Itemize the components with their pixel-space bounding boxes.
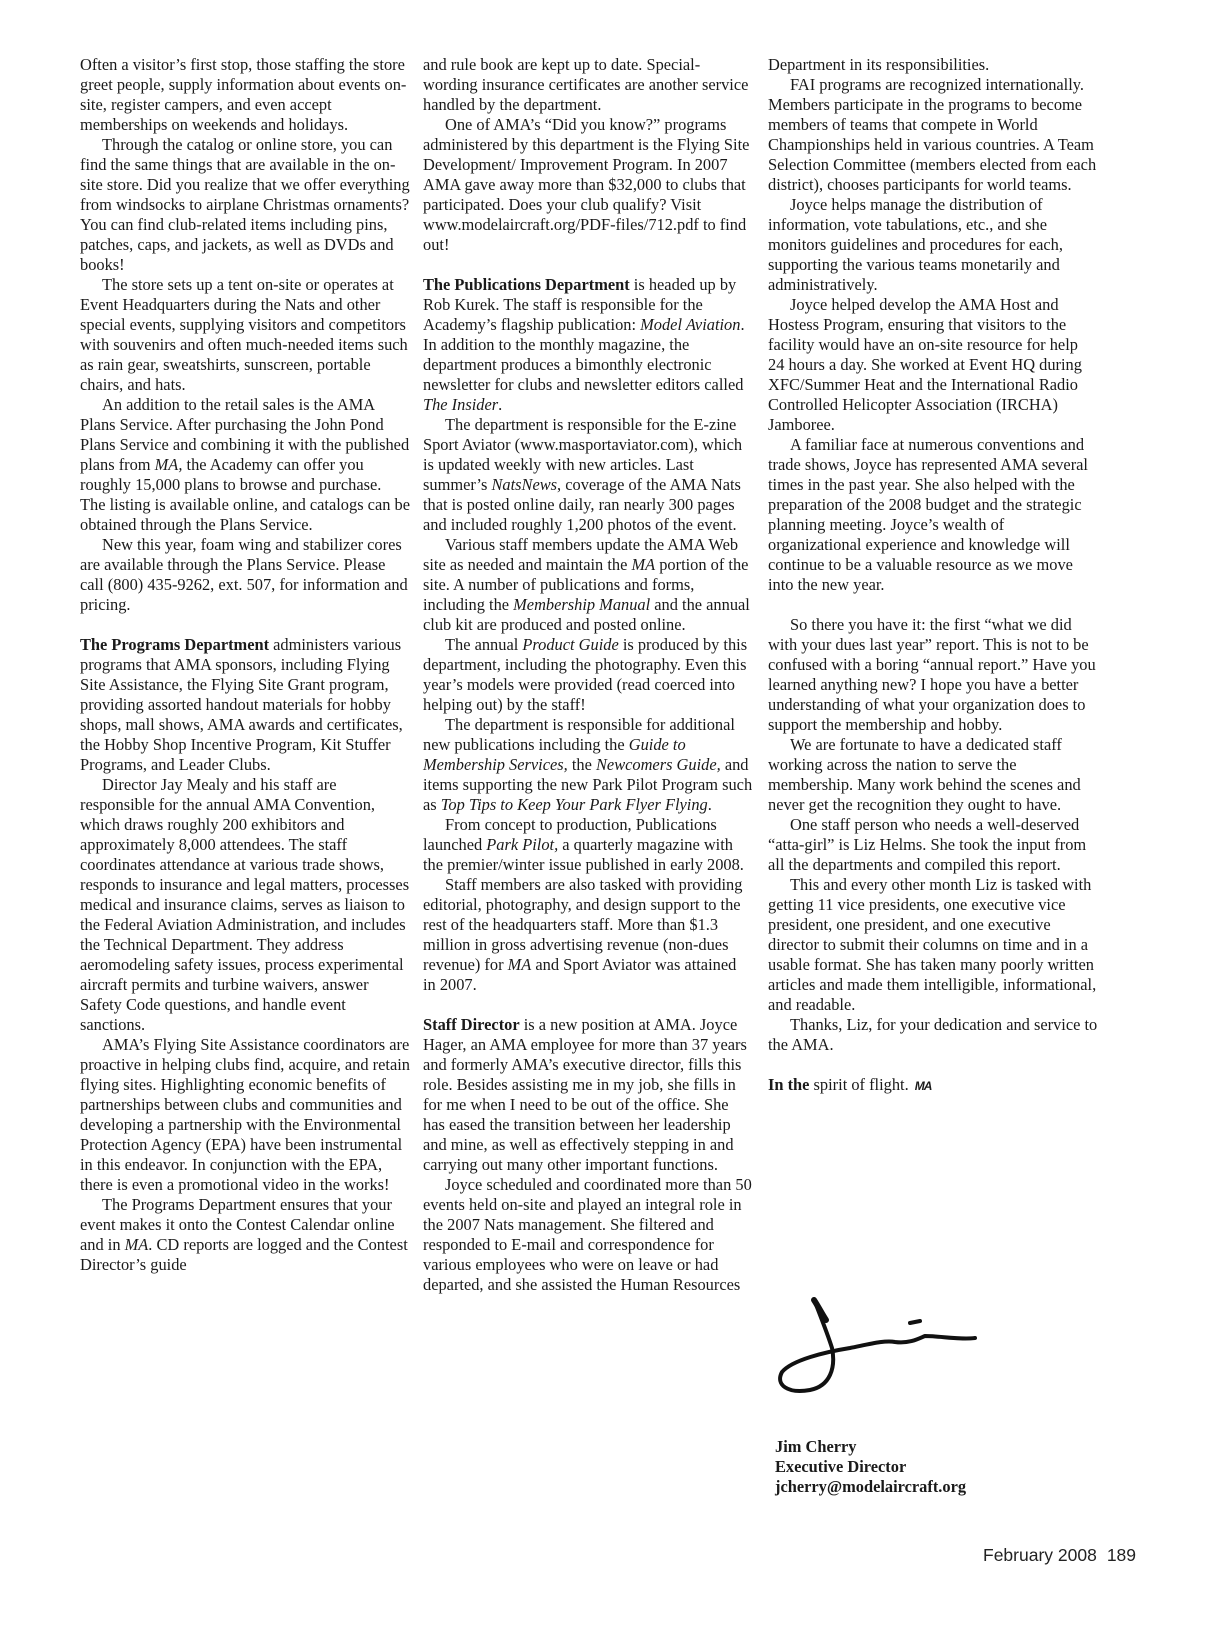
text-run: is produced by this department, including the photography. Even this year’s models were provided (read coerced into helping out) by the staff! <box>423 635 748 714</box>
paragraph <box>768 195 1098 295</box>
article-column-3 <box>768 55 1098 1096</box>
text-run: and items supporting the new Park Pilot Program such as <box>423 755 753 814</box>
italic-text: Product Guide <box>522 635 619 654</box>
paragraph <box>768 295 1098 435</box>
paragraph <box>768 615 1098 735</box>
paragraph <box>768 75 1098 195</box>
paragraph <box>423 115 753 255</box>
italic-text: The Insider <box>423 395 499 414</box>
paragraph <box>80 635 410 775</box>
author-title: Executive Director <box>775 1457 907 1476</box>
italic-text: MA <box>507 955 532 974</box>
text-run: is a new position at AMA. Joyce Hager, an AMA employee for more than 37 years and formerly AMA’s executive director, fills this role. Besides assisting me in my job, she fills in for me when I need to be out of the office. She has eased the transition between her leadership and mine, as well as effectively stepping in and carrying out many other important functions. <box>423 1015 747 1174</box>
text-run: Joyce helped develop the AMA Host and Hostess Program, ensuring that visitors to the facility would have an on-site resource for help 24 hours a day. She worked at Event HQ during XFC/Summer Heat and the International Radio Controlled Helicopter Association (IRCHA) Jamboree. <box>768 295 1082 434</box>
text-run: AMA’s Flying Site Assistance coordinators are proactive in helping clubs find, acquire, and retain flying sites. Highlighting economic benefits of partnerships between clubs and communities and developing a partnership with the Environmental Protection Agency (EPA) have been instrumental in this endeavor. In conjunction with the EPA, there is even a promotional video in the works! <box>80 1035 410 1194</box>
text-run: a quarterly magazine with the premier/winter issue published in early 2008. <box>423 835 744 874</box>
text-run: Joyce scheduled and coordinated more than 50 events held on-site and played an integral role in the 2007 Nats management. She filtered and responded to E-mail and correspondence for various employees who were on leave or had departed, and she assisted the Human Resources <box>423 1175 752 1294</box>
text-run: , coverage of the AMA Nats that is posted online daily, ran nearly 300 pages and included roughly 1,200 photos of the event. <box>423 475 741 534</box>
paragraph <box>80 1035 410 1195</box>
paragraph <box>423 275 753 415</box>
author-name: Jim Cherry <box>775 1437 857 1456</box>
paragraph <box>768 735 1098 815</box>
italic-text: Membership Manual <box>513 595 651 614</box>
paragraph <box>768 1075 1098 1096</box>
author-email: jcherry@modelaircraft.org <box>775 1477 967 1496</box>
text-run: the <box>567 755 596 774</box>
italic-text: NatsNews <box>491 475 558 494</box>
page-number: 189 <box>1106 1545 1137 1565</box>
text-run: Joyce helps manage the distribution of information, vote tabulations, etc., and she monitors guidelines and procedures for each, supporting the various teams monetarily and administratively. <box>768 195 1063 294</box>
text-run: . <box>707 795 712 814</box>
italic-text: Guide to Membership Services, <box>423 735 686 774</box>
bold-heading: The Programs Department <box>80 635 270 654</box>
paragraph <box>423 635 753 715</box>
paragraph <box>80 55 410 135</box>
italic-text: MA <box>124 1235 149 1254</box>
paragraph <box>423 815 753 875</box>
text-run: . <box>498 395 503 414</box>
text-run: Director Jay Mealy and his staff are responsible for the annual AMA Convention, which draws roughly 200 exhibitors and approximately 8,000 attendees. The staff coordinates attendance at various trade shows, responds to insurance and legal matters, processes medical and insurance claims, serves as liaison to the Federal Aviation Administration, and includes the Technical Department. They address aeromodeling safety issues, process experimental aircraft permits and turbine waivers, answer Safety Code questions, and handle event sanctions. <box>80 775 410 1034</box>
text-run: So there you have it: the first “what we did with your dues last year” report. This is not to be confused with a boring “annual report.” Have you learned anything new? I hope you have a better understanding of what your organization does to support the membership and hobby. <box>768 615 1096 734</box>
issue-date: February 2008 <box>983 1545 1097 1565</box>
paragraph <box>423 875 753 995</box>
text-run: From concept to production, Publications launched <box>423 815 717 854</box>
text-run: is headed up by Rob Kurek. The staff is responsible for the Academy’s flagship publication: <box>423 275 737 334</box>
ma-end-mark-logo: MA <box>914 1079 932 1093</box>
paragraph <box>423 1015 753 1175</box>
text-run: New this year, foam wing and stabilizer cores are available through the Plans Service. Please call (800) 435-9262, ext. 507, for information and pricing. <box>80 535 408 614</box>
text-run: Staff members are also tasked with providing editorial, photography, and design support to the rest of the headquarters staff. More than $1.3 million in gross advertising revenue (non-dues revenue) for <box>423 875 743 974</box>
article-column-1 <box>80 55 410 1275</box>
text-run: and the annual club kit are produced and posted online. <box>423 595 750 634</box>
text-run: Various staff members update the AMA Web site as needed and maintain the <box>423 535 739 574</box>
text-run: and Sport Aviator was attained in 2007. <box>423 955 737 994</box>
text-run: The department is responsible for additional new publications including the <box>423 715 735 754</box>
paragraph <box>423 715 753 815</box>
page-footer <box>983 1545 1136 1566</box>
italic-text: Newcomers Guide, <box>595 755 721 774</box>
bold-heading: The Publications Department <box>423 275 630 294</box>
paragraph <box>80 1195 410 1275</box>
paragraph <box>80 275 410 395</box>
text-run: administers various programs that AMA sponsors, including Flying Site Assistance, the Flying Site Grant program, providing assorted handout materials for hobby shops, mall shows, AMA awards and certificates, the Hobby Shop Incentive Program, Kit Stuffer Programs, and Leader Clubs. <box>80 635 403 774</box>
paragraph <box>768 1015 1098 1055</box>
author-byline <box>775 1437 966 1497</box>
text-run: Through the catalog or online store, you can find the same things that are available in the on-site store. Did you realize that we offer everything from windsocks to airplane Christmas ornaments? You can find club-related items including pins, patches, caps, and jackets, as well as DVDs and books! <box>80 135 410 274</box>
text-run: Thanks, Liz, for your dedication and service to the AMA. <box>768 1015 1098 1054</box>
paragraph <box>768 875 1098 1015</box>
signature-image <box>770 1290 1000 1420</box>
article-column-2 <box>423 55 753 1295</box>
paragraph <box>768 815 1098 875</box>
paragraph <box>423 55 753 115</box>
text-run: spirit of flight. <box>809 1075 909 1094</box>
bold-heading: In the <box>768 1075 810 1094</box>
text-run: and rule book are kept up to date. Special-wording insurance certificates are another service handled by the department. <box>423 55 749 114</box>
text-run: One of AMA’s “Did you know?” programs administered by this department is the Flying Site Development/ Improvement Program. In 2007 AMA gave away more than $32,000 to clubs that participated. Does your club qualify? Visit www.modelaircraft.org/PDF-files/712.pdf to find out! <box>423 115 750 254</box>
text-run: The annual <box>445 635 523 654</box>
text-run: Often a visitor’s first stop, those staffing the store greet people, supply information about events on-site, register campers, and even accept memberships on weekends and holidays. <box>80 55 407 134</box>
text-run: We are fortunate to have a dedicated staff working across the nation to serve the membership. Many work behind the scenes and never get the recognition they ought to have. <box>768 735 1081 814</box>
paragraph <box>423 415 753 535</box>
text-run: FAI programs are recognized internationally. Members participate in the programs to become members of teams that compete in World Championships held in various countries. A Team Selection Committee (members elected from each district), chooses participants for world teams. <box>768 75 1097 194</box>
text-run: One staff person who needs a well-deserved “atta-girl” is Liz Helms. She took the input from all the departments and compiled this report. <box>768 815 1087 874</box>
text-run: The Programs Department ensures that your event makes it onto the Contest Calendar online and in <box>80 1195 395 1254</box>
paragraph <box>80 775 410 1035</box>
italic-text: Park Pilot, <box>486 835 559 854</box>
paragraph <box>80 535 410 615</box>
italic-text: MA, <box>154 455 183 474</box>
paragraph <box>768 55 1098 75</box>
text-run: An addition to the retail sales is the AMA Plans Service. After purchasing the John Pond Plans Service and combining it with the published plans from <box>80 395 410 474</box>
text-run: . CD reports are logged and the Contest Director’s guide <box>80 1235 408 1274</box>
text-run: the Academy can offer you roughly 15,000 plans to browse and purchase. The listing is available online, and catalogs can be obtained through the Plans Service. <box>80 455 410 534</box>
italic-text: Top Tips to Keep Your Park Flyer Flying <box>440 795 708 814</box>
italic-text: MA <box>631 555 656 574</box>
bold-heading: Staff Director <box>423 1015 520 1034</box>
paragraph <box>80 135 410 275</box>
text-run: The department is responsible for the E-zine Sport Aviator (www.masportaviator.com), which is updated weekly with new articles. Last summer’s <box>423 415 743 494</box>
paragraph <box>768 435 1098 595</box>
text-run: A familiar face at numerous conventions and trade shows, Joyce has represented AMA several times in the past year. She also helped with the preparation of the 2008 budget and the strategic planning meeting. Joyce’s wealth of organizational experience and knowledge will continue to be a valuable resource as we move into the new year. <box>768 435 1088 594</box>
paragraph <box>80 395 410 535</box>
text-run: Department in its responsibilities. <box>768 55 990 74</box>
paragraph <box>423 1175 753 1295</box>
text-run: The store sets up a tent on-site or operates at Event Headquarters during the Nats and other special events, supplying visitors and competitors with souvenirs and often much-needed items such as rain gear, sweatshirts, sunscreen, portable chairs, and hats. <box>80 275 408 394</box>
italic-text: Model Aviation <box>640 315 741 334</box>
text-run: . In addition to the monthly magazine, the department produces a bimonthly electronic newsletter for clubs and newsletter editors called <box>423 315 745 394</box>
text-run: This and every other month Liz is tasked with getting 11 vice presidents, one executive vice president, one president, and one executive director to submit their columns on time and in a usable format. She has taken many poorly written articles and made them intelligible, informational, and readable. <box>768 875 1097 1014</box>
text-run: portion of the site. A number of publications and forms, including the <box>423 555 749 614</box>
paragraph <box>423 535 753 635</box>
